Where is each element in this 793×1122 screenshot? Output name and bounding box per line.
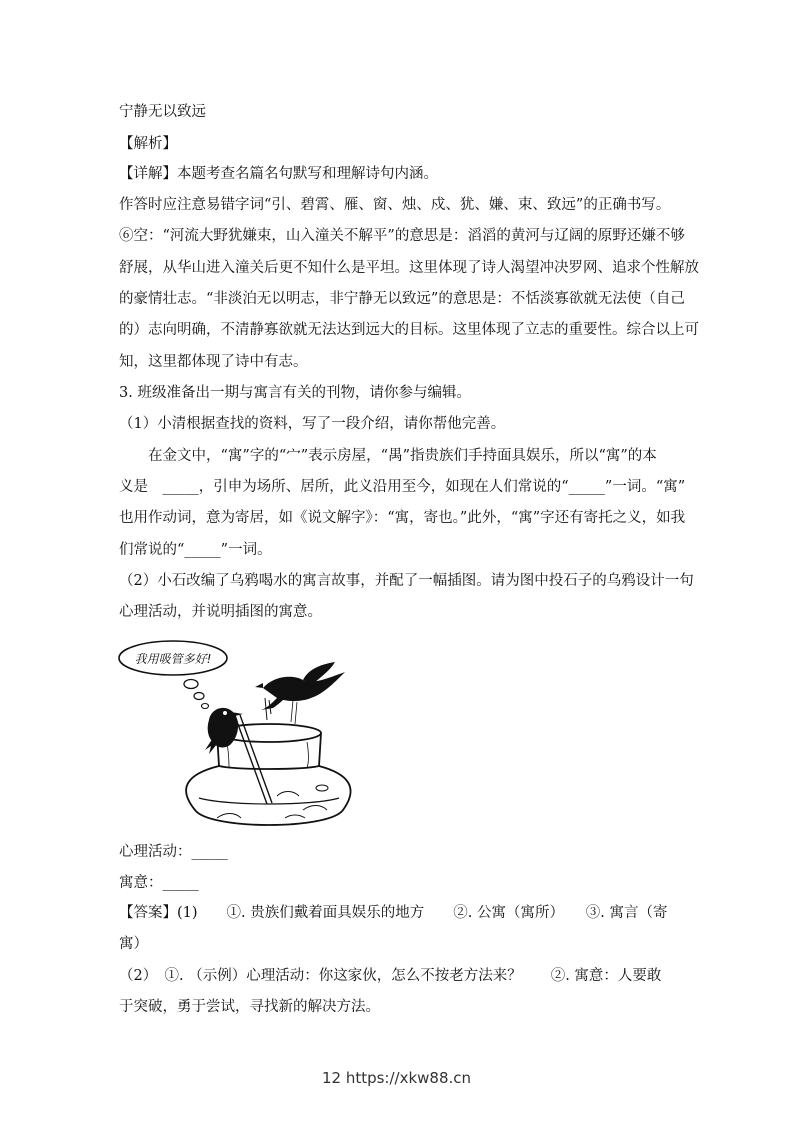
text-line: 【详解】本题考查名篇名句默写和理解诗句内涵。 <box>119 166 438 182</box>
subquestion-1: （1）小清根据查找的资料，写了一段介绍，请你帮他完善。 <box>119 416 506 432</box>
page-footer: 12 https://xkw88.cn <box>321 1069 472 1087</box>
text-line: 在金文中，“寓”字的“宀”表示房屋，“禺”指贵族们手持面具娱乐，所以“寓”的本 <box>148 448 657 464</box>
text-line: 知，这里都体现了诗中有志。 <box>119 354 308 370</box>
text-line: 义是 _____，引申为场所、居所，此义沿用至今，如现在人们常说的“_____”一词。“寓” <box>119 479 686 495</box>
subquestion-2: （2）小石改编了乌鸦喝水的寓言故事，并配了一幅插图。请为图中投石子的乌鸦设计一句 <box>119 573 694 589</box>
answer-line: 【答案】(1) ①. 贵族们戴着面具娱乐的地方 ②. 公寓（寓所） ③. 寓言（寄 <box>119 905 668 921</box>
blank-moral: 寓意：_____ <box>119 875 199 891</box>
perched-crow <box>205 708 243 754</box>
blank-mental-activity: 心理活动：_____ <box>119 844 228 860</box>
crow-illustration <box>117 638 362 838</box>
bubble-dot <box>194 693 204 700</box>
text-line: 宁静无以致远 <box>119 104 206 120</box>
water-pebbles <box>217 785 328 818</box>
text-line: 也用作动词，意为寄居，如《说文解字》：“寓，寄也。”此外，“寓”字还有寄托之义，如我 <box>119 510 686 526</box>
text-line: 的）志向明确，不清静寡欲就无法达到远大的目标。这里体现了立志的重要性。综合以上可 <box>119 322 699 338</box>
section-heading-analysis: 【解析】 <box>119 136 177 152</box>
text-line: 的豪情壮志。“非淡泊无以明志，非宁静无以致远”的意思是：不恬淡寡欲就无法使（自己 <box>119 291 685 307</box>
text-line: ⑥空：“河流大野犹嫌束，山入潼关不解平”的意思是：滔滔的黄河与辽阔的原野还嫌不够 <box>119 228 685 244</box>
text-line: 作答时应注意易错字词“引、碧霄、雁、窗、烛、戍、犹、嫌、束、致远”的正确书写。 <box>119 197 671 213</box>
splash <box>291 700 297 724</box>
answer-line: 于突破，勇于尝试，寻找新的解决方法。 <box>119 999 380 1015</box>
bubble-dot <box>202 704 209 709</box>
drinking-straw <box>235 715 272 804</box>
text-line: 舒展，从华山进入潼关后更不知什么是平坦。这里体现了诗人渴望冲决罗网、追求个性解放 <box>119 260 699 276</box>
bubble-dot <box>184 680 198 689</box>
flying-crow <box>255 662 345 720</box>
bubble-text: 我用吸管多好! <box>134 652 212 666</box>
answer-line: （2） ①. （示例）心理活动：你这家伙，怎么不按老方法来？ ②. 寓意：人要敢 <box>119 968 662 984</box>
text-line: 们常说的“_____”一词。 <box>119 542 272 558</box>
question-3-title: 3. 班级准备出一期与寓言有关的刊物，请你参与编辑。 <box>119 385 471 401</box>
answer-line: 寓） <box>119 936 148 952</box>
text-line: 心理活动，并说明插图的寓意。 <box>119 604 322 620</box>
